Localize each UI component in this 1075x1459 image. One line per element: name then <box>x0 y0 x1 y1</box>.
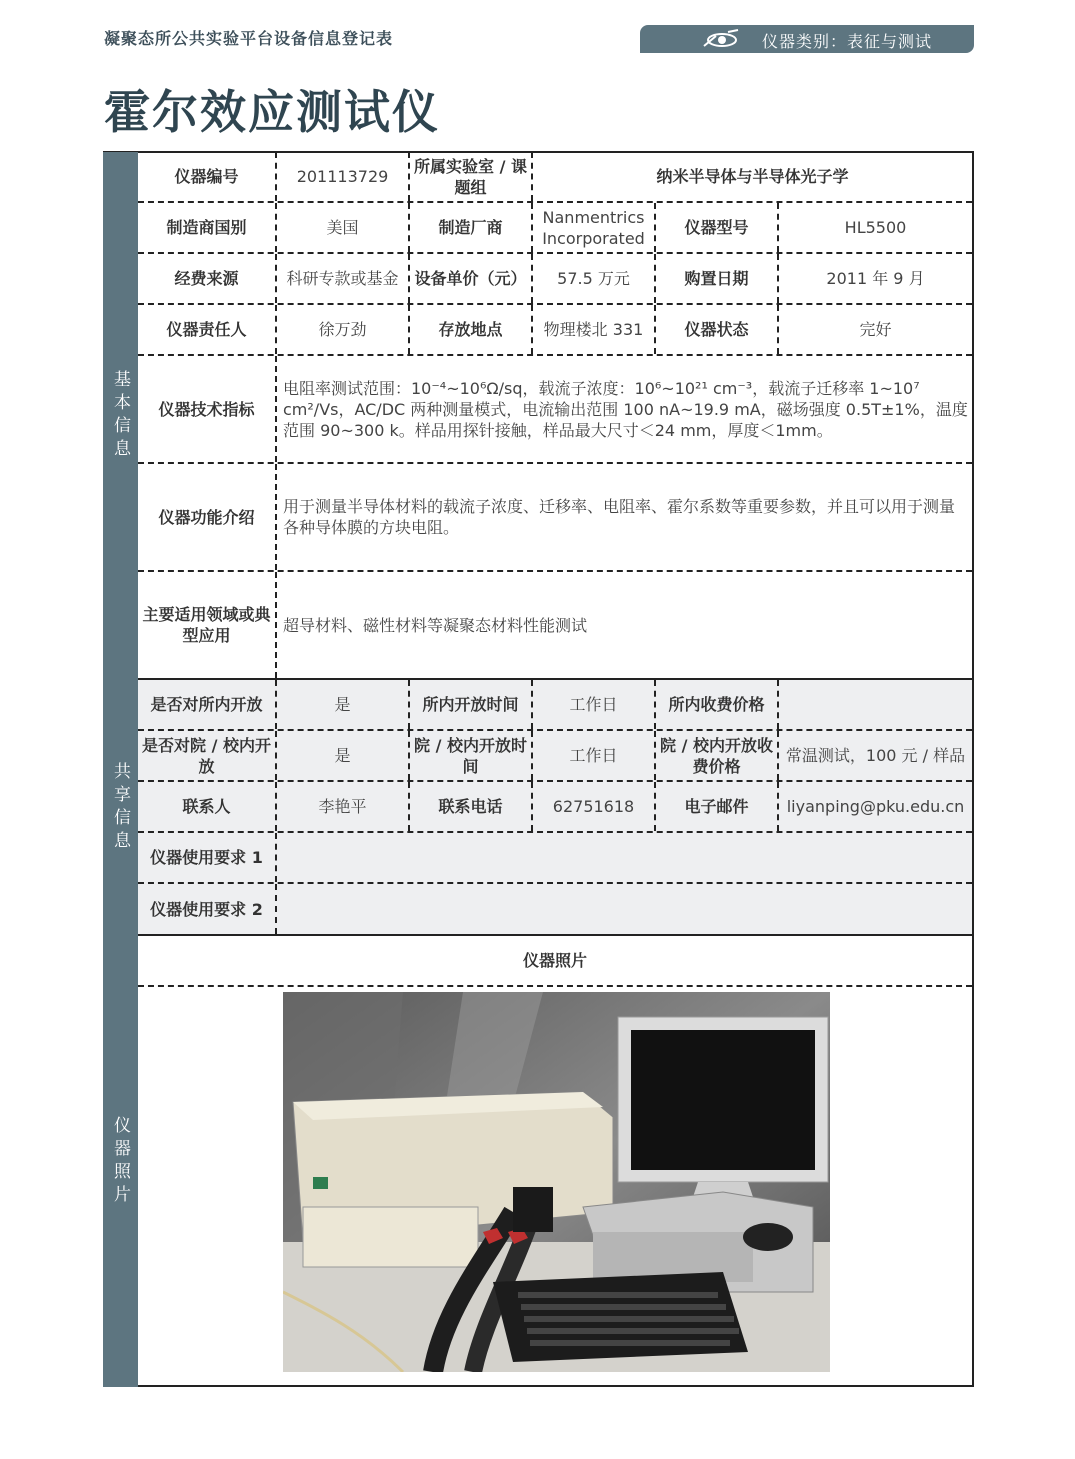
location: 物理楼北 331 <box>533 305 656 354</box>
table-row <box>138 833 972 884</box>
table-row <box>138 254 972 305</box>
label-contact: 联系人 <box>138 782 277 831</box>
country: 美国 <box>277 203 410 252</box>
usage-req-1 <box>277 833 972 882</box>
label-purchase-date: 购置日期 <box>656 254 779 303</box>
table-row <box>138 305 972 356</box>
table-row <box>138 782 972 833</box>
instrument-photo <box>283 992 830 1372</box>
table-row <box>138 884 972 936</box>
label-instrument-number: 仪器编号 <box>138 152 277 201</box>
label-usage-req-1: 仪器使用要求 1 <box>138 833 277 882</box>
label-location: 存放地点 <box>410 305 533 354</box>
purchase-date: 2011 年 9 月 <box>826 269 925 288</box>
label-unit-price: 设备单价（元） <box>410 254 533 303</box>
label-funding: 经费来源 <box>138 254 277 303</box>
basic-info-side-label: 基本信息 <box>103 152 138 680</box>
label-internal-time: 所内开放时间 <box>410 680 533 729</box>
label-email: 电子邮件 <box>656 782 779 831</box>
page-title: 霍尔效应测试仪 <box>104 85 440 139</box>
usage-req-2 <box>277 884 972 934</box>
contact-person: 李艳平 <box>277 782 410 831</box>
table-row <box>138 572 972 680</box>
label-country: 制造商国别 <box>138 203 277 252</box>
unit-price: 57.5 万元 <box>533 254 656 303</box>
campus-open: 是 <box>277 731 410 780</box>
function-description: 用于测量半导体材料的载流子浓度、迁移率、电阻率、霍尔系数等重要参数，并且可以用于测量各种导体膜的方块电阻。 <box>283 497 956 537</box>
instrument-category: 仪器类别：表征与测试 <box>762 32 933 51</box>
eye-logo-icon <box>702 28 742 50</box>
label-model: 仪器型号 <box>656 203 779 252</box>
label-campus-time: 院 / 校内开放时间 <box>410 731 533 780</box>
label-campus-price: 院 / 校内开放收费价格 <box>656 731 779 780</box>
label-status: 仪器状态 <box>656 305 779 354</box>
table-row <box>138 936 972 987</box>
table-row <box>138 464 972 572</box>
responsible-person: 徐万劲 <box>277 305 410 354</box>
label-campus-open: 是否对院 / 校内开放 <box>138 731 277 780</box>
table-row <box>138 356 972 464</box>
photo-header: 仪器照片 <box>522 951 587 970</box>
label-responsible: 仪器责任人 <box>138 305 277 354</box>
table-row <box>138 203 972 254</box>
funding: 科研专款或基金 <box>277 254 410 303</box>
platform-title: 凝聚态所公共实验平台设备信息登记表 <box>104 29 394 48</box>
table-row <box>138 731 972 782</box>
internal-time: 工作日 <box>533 680 656 729</box>
phone-number[interactable]: 62751618 <box>533 782 656 831</box>
applications: 超导材料、磁性材料等凝聚态材料性能测试 <box>283 615 588 635</box>
email-link[interactable]: liyanping@pku.edu.cn <box>786 797 965 816</box>
label-tech-specs: 仪器技术指标 <box>138 356 277 462</box>
label-usage-req-2: 仪器使用要求 2 <box>138 884 277 934</box>
lab-group: 纳米半导体与半导体光子学 <box>656 167 849 186</box>
label-lab-group: 所属实验室 / 课题组 <box>410 152 533 201</box>
instrument-number: 201113729 <box>277 152 410 201</box>
campus-price: 常温测试，100 元 / 样品 <box>785 746 966 765</box>
basic-info-section <box>103 152 974 680</box>
label-internal-price: 所内收费价格 <box>656 680 779 729</box>
share-info-section <box>103 680 974 936</box>
tech-specs: 电阻率测试范围：10⁻⁴~10⁶Ω/sq，载流子浓度：10⁶~10²¹ cm⁻³，载流子迁移率 1~10⁷ cm²/Vs，AC/DC 两种测量模式，电流输出范围 100 nA~19.9 mA，磁场强度 0.5T±1%，温度范围 90~300 k。样品用探针接触，样品最大尺寸＜24 mm，厚度＜1mm。 <box>283 378 968 440</box>
table-row <box>138 152 972 203</box>
campus-time: 工作日 <box>533 731 656 780</box>
table-row <box>138 680 972 731</box>
manufacturer: Nanmentrics Incorporated <box>533 203 656 252</box>
photo-side-label: 仪器照片 <box>103 936 138 1387</box>
label-phone: 联系电话 <box>410 782 533 831</box>
category-banner <box>640 25 974 53</box>
label-applications: 主要适用领域或典型应用 <box>138 572 277 678</box>
internal-price <box>779 680 972 729</box>
share-info-side-label: 共享信息 <box>103 680 138 936</box>
internal-open: 是 <box>277 680 410 729</box>
model: HL5500 <box>844 218 907 237</box>
instrument-status: 完好 <box>859 320 892 339</box>
label-manufacturer: 制造厂商 <box>410 203 533 252</box>
label-internal-open: 是否对所内开放 <box>138 680 277 729</box>
label-function: 仪器功能介绍 <box>138 464 277 570</box>
